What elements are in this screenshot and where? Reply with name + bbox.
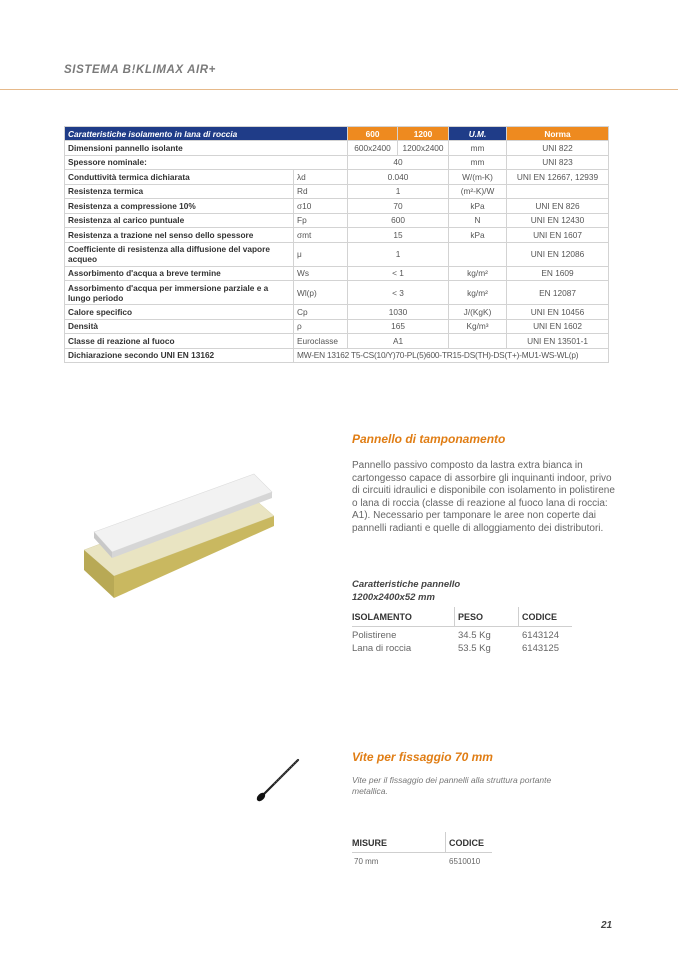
spec-norma — [507, 184, 609, 199]
spec-col-um: U.M. — [449, 127, 507, 141]
col-isolamento: ISOLAMENTO — [352, 612, 412, 622]
spec-value: 600 — [348, 213, 449, 228]
spec-um: N — [449, 213, 507, 228]
spec-value: < 1 — [348, 266, 449, 281]
spec-symbol: Fp — [294, 213, 348, 228]
spec-symbol: Euroclasse — [294, 334, 348, 349]
vite-description: Vite per il fissaggio dei pannelli alla struttura portante metallica. — [352, 775, 552, 796]
table-cell: 70 mm — [354, 857, 379, 866]
spec-value: 600x2400 — [348, 141, 398, 156]
spec-um: mm — [449, 155, 507, 170]
spec-symbol: Rd — [294, 184, 348, 199]
col-misure: MISURE — [352, 838, 388, 848]
pannello-table — [352, 607, 572, 663]
insulation-spec-table — [64, 126, 609, 363]
header-divider — [0, 89, 678, 90]
spec-symbol: λd — [294, 170, 348, 185]
spec-value: 15 — [348, 228, 449, 243]
spec-row — [65, 184, 609, 199]
page-number: 21 — [601, 920, 613, 931]
spec-value: A1 — [348, 334, 449, 349]
col-codice: CODICE — [449, 838, 485, 848]
spec-symbol: Wl(p) — [294, 281, 348, 305]
pannello-features-label: Caratteristiche pannello — [352, 579, 461, 590]
spec-label: Resistenza a trazione nel senso dello spessore — [65, 228, 294, 243]
spec-value: 40 — [348, 155, 449, 170]
spec-norma: UNI EN 12086 — [507, 242, 609, 266]
spec-norma: UNI EN 12667, 12939 — [507, 170, 609, 185]
col-codice: CODICE — [522, 612, 558, 622]
spec-row — [65, 281, 609, 305]
spec-um: kg/m² — [449, 266, 507, 281]
spec-label: Assorbimento d'acqua per immersione parziale e a lungo periodo — [65, 281, 294, 305]
divider — [454, 607, 455, 627]
spec-row — [65, 334, 609, 349]
spec-norma: UNI EN 826 — [507, 199, 609, 214]
col-peso: PESO — [458, 612, 484, 622]
spec-table-title: Caratteristiche isolamento in lana di roccia — [65, 127, 348, 141]
spec-table-header — [65, 127, 609, 141]
spec-col-1200: 1200 — [398, 127, 449, 141]
spec-row — [65, 228, 609, 243]
spec-um: (m²-K)/W — [449, 184, 507, 199]
spec-label: Resistenza a compressione 10% — [65, 199, 294, 214]
spec-norma: EN 12087 — [507, 281, 609, 305]
spec-label: Resistenza al carico puntuale — [65, 213, 294, 228]
spec-um: J/(KgK) — [449, 305, 507, 320]
spec-label: Densità — [65, 319, 294, 334]
pannello-description: Pannello passivo composto da lastra extra bianca in cartongesso capace di assorbire gli inquinanti indoor, privo di circuiti idraulici e disponibile con isolamento in polistirene o lana di roccia (classe di reazione al fuoco lana di roccia: A1). Necessario per tamponare le aree non coperte dai pannelli radianti e quelle di alloggiamento dei distributori. — [352, 460, 615, 534]
spec-um: kPa — [449, 199, 507, 214]
spec-um: W/(m-K) — [449, 170, 507, 185]
spec-value: 1030 — [348, 305, 449, 320]
spec-symbol: σ10 — [294, 199, 348, 214]
divider — [518, 607, 519, 627]
spec-row — [65, 155, 609, 170]
screw-illustration — [254, 754, 304, 804]
spec-symbol: ρ — [294, 319, 348, 334]
pannello-features-title — [352, 579, 460, 604]
spec-label: Dichiarazione secondo UNI EN 13162 — [65, 348, 294, 363]
spec-value: 1 — [348, 242, 449, 266]
spec-norma: UNI 823 — [507, 155, 609, 170]
spec-um — [449, 334, 507, 349]
vite-title: Vite per fissaggio 70 mm — [352, 750, 493, 764]
spec-um: mm — [449, 141, 507, 156]
table-cell: 6143125 — [522, 643, 559, 654]
spec-declaration-value: MW-EN 13162 T5-CS(10/Y)70-PL(5)600-TR15-DS(TH)-DS(T+)-MU1-WS-WL(p) — [294, 348, 609, 363]
spec-norma: UNI EN 10456 — [507, 305, 609, 320]
spec-symbol: σmt — [294, 228, 348, 243]
spec-label: Dimensioni pannello isolante — [65, 141, 348, 156]
divider — [352, 626, 572, 627]
spec-value: 0.040 — [348, 170, 449, 185]
spec-value: 1200x2400 — [398, 141, 449, 156]
panel-illustration — [84, 470, 274, 605]
divider — [352, 852, 492, 853]
spec-label: Calore specifico — [65, 305, 294, 320]
spec-um: Kg/m³ — [449, 319, 507, 334]
table-cell: 53.5 Kg — [458, 643, 491, 654]
vite-table — [352, 832, 492, 872]
spec-col-600: 600 — [348, 127, 398, 141]
table-cell: 6143124 — [522, 630, 559, 641]
spec-norma: UNI 822 — [507, 141, 609, 156]
divider — [445, 832, 446, 853]
spec-row — [65, 319, 609, 334]
spec-norma: EN 1609 — [507, 266, 609, 281]
spec-symbol: μ — [294, 242, 348, 266]
spec-value: 1 — [348, 184, 449, 199]
spec-value: 165 — [348, 319, 449, 334]
spec-norma: UNI EN 12430 — [507, 213, 609, 228]
spec-row — [65, 199, 609, 214]
spec-label: Resistenza termica — [65, 184, 294, 199]
spec-row — [65, 213, 609, 228]
spec-row — [65, 305, 609, 320]
spec-label: Assorbimento d'acqua a breve termine — [65, 266, 294, 281]
spec-value: < 3 — [348, 281, 449, 305]
spec-norma: UNI EN 13501-1 — [507, 334, 609, 349]
spec-row — [65, 242, 609, 266]
spec-row-declaration — [65, 348, 609, 363]
spec-row — [65, 266, 609, 281]
spec-value: 70 — [348, 199, 449, 214]
spec-row — [65, 170, 609, 185]
table-cell: 34.5 Kg — [458, 630, 491, 641]
spec-label: Coefficiente di resistenza alla diffusione del vapore acqueo — [65, 242, 294, 266]
spec-um: kg/m² — [449, 281, 507, 305]
table-cell: 6510010 — [449, 857, 481, 866]
table-cell: Polistirene — [352, 630, 397, 641]
table-cell: Lana di roccia — [352, 643, 412, 654]
spec-label: Conduttività termica dichiarata — [65, 170, 294, 185]
spec-col-norma: Norma — [507, 127, 609, 141]
spec-norma: UNI EN 1602 — [507, 319, 609, 334]
section-header: SISTEMA B!KLIMAX AIR+ — [64, 64, 216, 76]
spec-label: Spessore nominale: — [65, 155, 348, 170]
spec-symbol: Ws — [294, 266, 348, 281]
spec-um: kPa — [449, 228, 507, 243]
spec-row — [65, 141, 609, 156]
spec-norma: UNI EN 1607 — [507, 228, 609, 243]
screw-shaft — [262, 760, 298, 796]
spec-um — [449, 242, 507, 266]
spec-symbol: Cp — [294, 305, 348, 320]
spec-label: Classe di reazione al fuoco — [65, 334, 294, 349]
pannello-features-size: 1200x2400x52 mm — [352, 591, 435, 603]
pannello-title: Pannello di tamponamento — [352, 432, 506, 446]
